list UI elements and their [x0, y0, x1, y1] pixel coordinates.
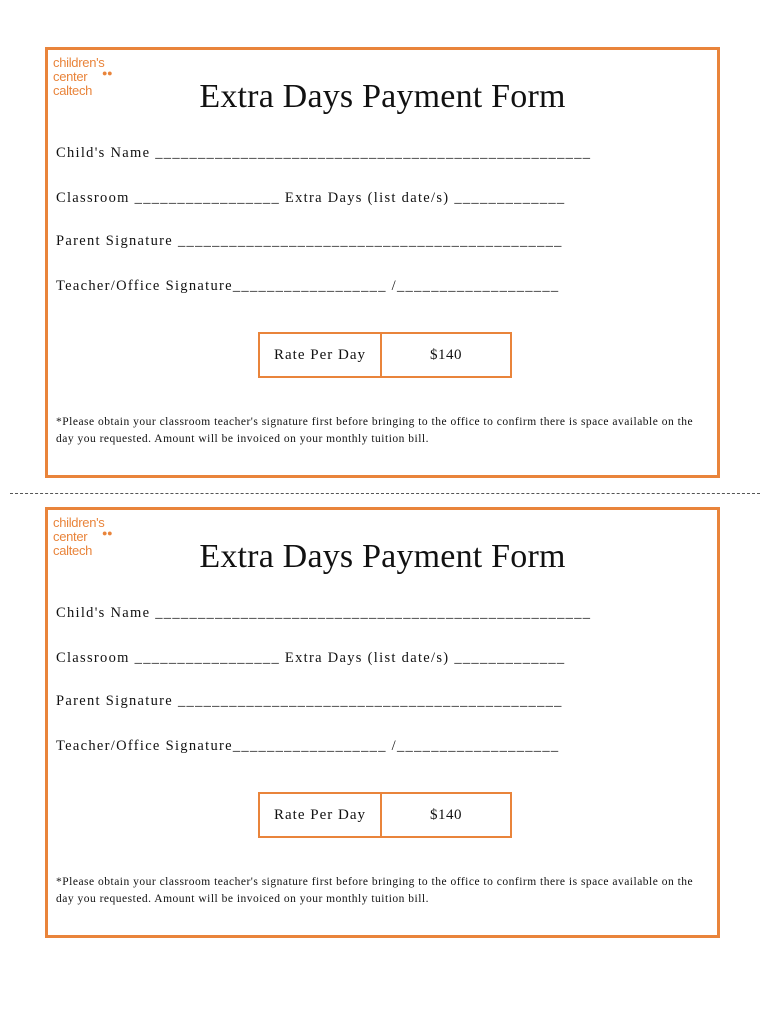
- payment-form-top: [45, 47, 720, 478]
- form-title: Extra Days Payment Form: [199, 78, 566, 115]
- logo-text-center-word: center: [53, 529, 88, 544]
- logo-text-caltech: caltech: [53, 83, 93, 98]
- logo-text-center-word: center: [53, 69, 88, 84]
- rate-table: [258, 332, 512, 378]
- logo-text-childrens: children's: [53, 515, 105, 530]
- rate-value: $140: [430, 806, 462, 823]
- classroom-extra-days-field[interactable]: Classroom _________________ Extra Days (list date/s) _____________: [56, 650, 566, 666]
- parent-signature-field[interactable]: Parent Signature _____________________________________________: [56, 693, 563, 709]
- rate-label: Rate Per Day: [260, 334, 382, 376]
- instructions-note: *Please obtain your classroom teacher's signature first before bringing to the office to confirm there is space available on the day you requested. Amount will be invoiced on your monthly tuition bill.: [56, 876, 694, 905]
- cut-line-divider: [10, 493, 760, 494]
- logo-text-caltech: caltech: [53, 543, 93, 558]
- rate-value: $140: [430, 346, 462, 363]
- childs-name-field[interactable]: Child's Name ___________________________________________________: [56, 145, 592, 161]
- rate-label: Rate Per Day: [260, 794, 382, 836]
- teacher-office-signature-field[interactable]: Teacher/Office Signature__________________ /___________________: [56, 738, 560, 754]
- logo-dots-icon: ●●: [102, 68, 113, 78]
- logo-dots-icon: ●●: [102, 528, 113, 538]
- childs-name-field[interactable]: Child's Name ___________________________________________________: [56, 605, 592, 621]
- teacher-office-signature-field[interactable]: Teacher/Office Signature__________________ /___________________: [56, 278, 560, 294]
- payment-form-bottom: [45, 507, 720, 938]
- form-title: Extra Days Payment Form: [199, 538, 566, 575]
- rate-table: [258, 792, 512, 838]
- classroom-extra-days-field[interactable]: Classroom _________________ Extra Days (list date/s) _____________: [56, 190, 566, 206]
- logo-text-childrens: children's: [53, 55, 105, 70]
- instructions-note: *Please obtain your classroom teacher's signature first before bringing to the office to confirm there is space available on the day you requested. Amount will be invoiced on your monthly tuition bill.: [56, 416, 694, 445]
- parent-signature-field[interactable]: Parent Signature _____________________________________________: [56, 233, 563, 249]
